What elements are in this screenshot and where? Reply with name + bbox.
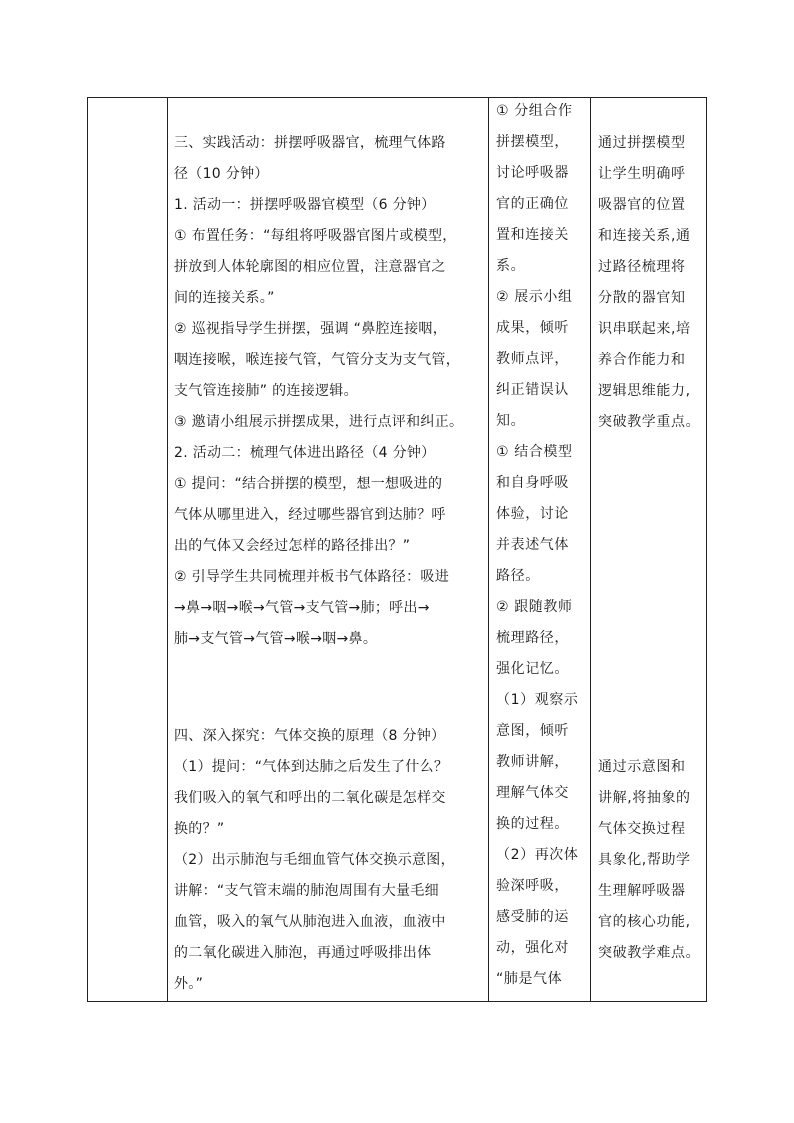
text-line: 支气管连接肺” 的连接逻辑。 [174, 383, 358, 399]
text-line: 血管，吸入的氧气从肺泡进入血液，血液中 [174, 914, 446, 930]
text-line: （1）观察示 [496, 692, 579, 708]
text-line: 教师点评， [496, 351, 569, 367]
lesson-plan-table [87, 97, 707, 1002]
text-line: 官的核心功能, [598, 914, 691, 930]
text-line: →鼻→咽→喉→气管→支气管→肺；呼出→ [174, 600, 430, 616]
teacher-activity-cell [168, 98, 489, 1002]
table-row [88, 98, 707, 1002]
text-line: 路径。 [496, 568, 540, 584]
text-line: 和连接关系,通 [598, 228, 691, 244]
text-line: 换的过程。 [496, 816, 569, 832]
student-activity-text [496, 98, 586, 995]
text-line: 通过拼摆模型 [598, 135, 686, 151]
text-line: 生理解呼吸器 [598, 883, 686, 899]
stage-cell [88, 98, 168, 1002]
text-line: 过路径梳理将 [598, 259, 686, 275]
text-line: 动，强化对 [496, 940, 569, 956]
text-line: 吸器官的位置 [598, 197, 686, 213]
text-line: 并表述气体 [496, 537, 569, 553]
text-line: 理解气体交 [496, 785, 569, 801]
text-line: 的二氧化碳进入肺泡，再通过呼吸排出体 [174, 945, 432, 961]
text-line: 换的？” [174, 821, 225, 837]
text-line: （2）再次体 [496, 847, 579, 863]
text-line: ② 引导学生共同梳理并板书气体路径：吸进 [174, 569, 449, 585]
text-line: 我们吸入的氧气和呼出的二氧化碳是怎样交 [174, 790, 446, 806]
design-intent-section-4 [598, 752, 702, 969]
text-line: 气体从哪里进入，经过哪些器官到达肺？呼 [174, 507, 446, 523]
text-line: ① 分组合作 [496, 103, 573, 119]
text-line: 讲解,将抽象的 [598, 790, 691, 806]
text-line: 和自身呼吸 [496, 475, 569, 491]
text-line: 让学生明确呼 [598, 166, 686, 182]
text-line: ② 展示小组 [496, 289, 573, 305]
text-line: 梳理路径， [496, 630, 569, 646]
text-line: 间的连接关系。” [174, 290, 275, 306]
text-line: 具象化,帮助学 [598, 852, 691, 868]
text-line: 出的气体又会经过怎样的路径排出？” [174, 538, 411, 554]
text-line: 肺→支气管→气管→喉→咽→鼻。 [174, 631, 378, 647]
text-line: 突破教学难点。 [598, 945, 701, 961]
text-line: 咽连接喉，喉连接气管，气管分支为支气管， [174, 352, 460, 368]
text-line: 讲解：“支气管末端的肺泡周围有大量毛细 [174, 883, 439, 899]
text-line: （1）提问：“气体到达肺之后发生了什么？ [174, 759, 449, 775]
text-line: 气体交换过程 [598, 821, 686, 837]
text-line: 系。 [496, 258, 526, 274]
text-line: ① 提问：“结合拼摆的模型，想一想吸进的 [174, 476, 443, 492]
section-3-text [174, 128, 484, 655]
text-line: ② 巡视指导学生拼摆，强调 “鼻腔连接咽， [174, 321, 448, 337]
section-4-text [174, 721, 484, 1000]
text-line: 官的正确位 [496, 196, 569, 212]
text-line: 验深呼吸， [496, 878, 569, 894]
text-line: 意图，倾听 [496, 723, 569, 739]
text-line: 通过示意图和 [598, 759, 686, 775]
text-line: 成果，倾听 [496, 320, 569, 336]
text-line: 识串联起来,培 [598, 321, 691, 337]
text-line: ③ 邀请小组展示拼摆成果，进行点评和纠正。 [174, 414, 464, 430]
text-line: 拼摆模型， [496, 134, 569, 150]
text-line: 置和连接关 [496, 227, 569, 243]
text-line: 三、实践活动：拼摆呼吸器官，梳理气体路 [174, 135, 446, 151]
text-line: 强化记忆。 [496, 661, 569, 677]
student-activity-cell [489, 98, 591, 1002]
text-line: “肺是气体 [496, 971, 563, 987]
text-line: ① 结合模型 [496, 444, 573, 460]
text-line: 分散的器官知 [598, 290, 686, 306]
text-line: ① 布置任务：“每组将呼吸器官图片或模型， [174, 228, 457, 244]
design-intent-section-3 [598, 128, 702, 438]
text-line: 四、深入探究：气体交换的原理（8 分钟） [174, 728, 446, 744]
text-line: ② 跟随教师 [496, 599, 573, 615]
text-line: 1. 活动一：拼摆呼吸器官模型（6 分钟） [174, 197, 436, 213]
text-line: 突破教学重点。 [598, 414, 701, 430]
text-line: 逻辑思维能力, [598, 383, 691, 399]
text-line: 感受肺的运 [496, 909, 569, 925]
text-line: 纠正错误认 [496, 382, 569, 398]
text-line: 教师讲解， [496, 754, 569, 770]
text-line: （2）出示肺泡与毛细血管气体交换示意图， [174, 852, 455, 868]
text-line: 拼放到人体轮廓图的相应位置，注意器官之 [174, 259, 446, 275]
text-line: 讨论呼吸器 [496, 165, 569, 181]
text-line: 养合作能力和 [598, 352, 686, 368]
design-intent-cell [591, 98, 707, 1002]
text-line: 2. 活动二：梳理气体进出路径（4 分钟） [174, 445, 436, 461]
text-line: 径（10 分钟） [174, 166, 269, 182]
text-line: 体验，讨论 [496, 506, 569, 522]
text-line: 外。” [174, 976, 204, 992]
text-line: 知。 [496, 413, 526, 429]
